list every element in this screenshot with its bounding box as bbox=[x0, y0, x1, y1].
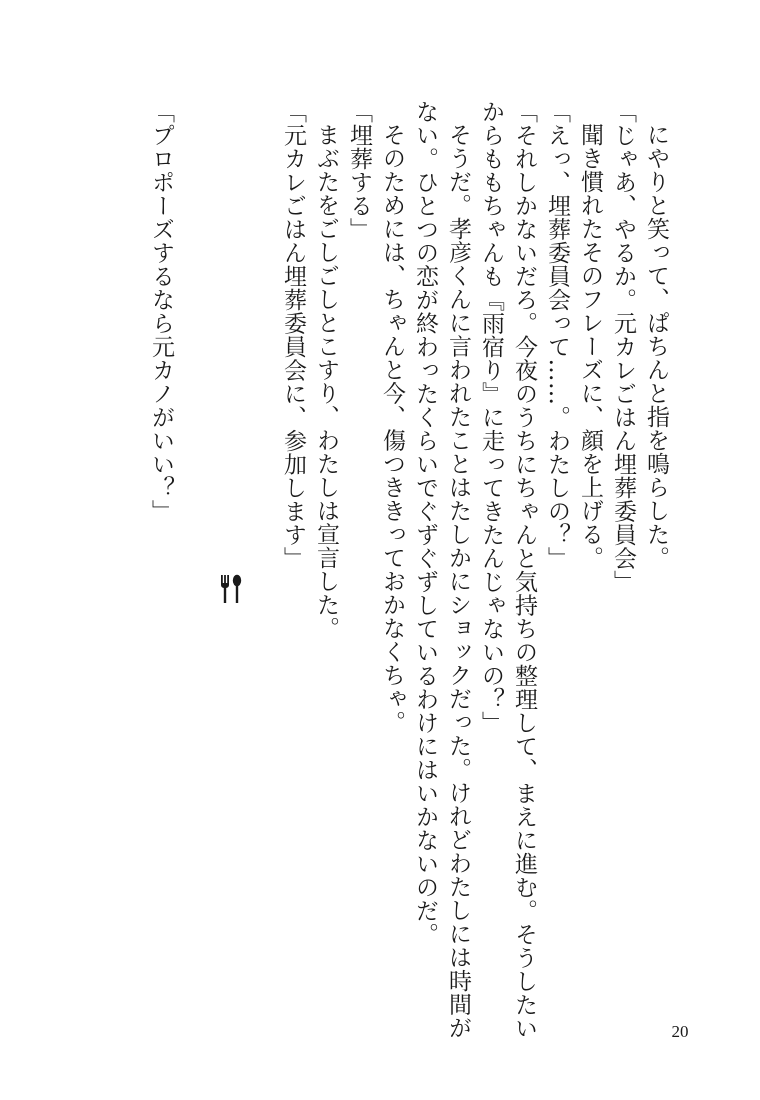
blank-line bbox=[177, 100, 210, 960]
text-line-2: 「じゃあ、やるか。元カレごはん埋葬委員会」 bbox=[610, 100, 636, 594]
text-line-12: 「元カレごはん埋葬委員会に、参加します」 bbox=[280, 100, 306, 570]
section-divider bbox=[210, 100, 243, 960]
page-number: 20 bbox=[671, 1022, 689, 1041]
text-line-7: そうだ。孝彦くんに言われたことはたしかにショックだった。けれどわたしには時間が bbox=[445, 123, 471, 1040]
blank-line bbox=[243, 100, 276, 960]
text-line-9: そのためには、ちゃんと今、傷つききっておかなくちゃ。 bbox=[379, 123, 405, 734]
text-line-8: ない。ひとつの恋が終わったくらいでぐずぐずしているわけにはいかないのだ。 bbox=[412, 100, 438, 946]
text-line-3: 聞き慣れたそのフレーズに、顔を上げる。 bbox=[577, 123, 603, 570]
text-line-5: 「それしかないだろ。今夜のうちにちゃんと気持ちの整理して、まえに進む。そうしたい bbox=[511, 100, 537, 1040]
closing-line: 「プロポーズするなら元カノがいい？」 bbox=[148, 100, 174, 523]
vertical-text-block bbox=[112, 100, 672, 1040]
fork-spoon-icon bbox=[219, 456, 243, 604]
text-line-10: 「埋葬する」 bbox=[346, 100, 372, 241]
text-line-11: まぶたをごしごしとこすり、わたしは宣言した。 bbox=[313, 123, 339, 640]
text-line-6: からももちゃんも『雨宿り』に走ってきたんじゃないの？」 bbox=[478, 100, 504, 735]
text-line-1: にやりと笑って、ぱちんと指を鳴らした。 bbox=[643, 123, 669, 570]
text-line-4: 「えっ、埋葬委員会って……。わたしの？」 bbox=[544, 100, 570, 570]
